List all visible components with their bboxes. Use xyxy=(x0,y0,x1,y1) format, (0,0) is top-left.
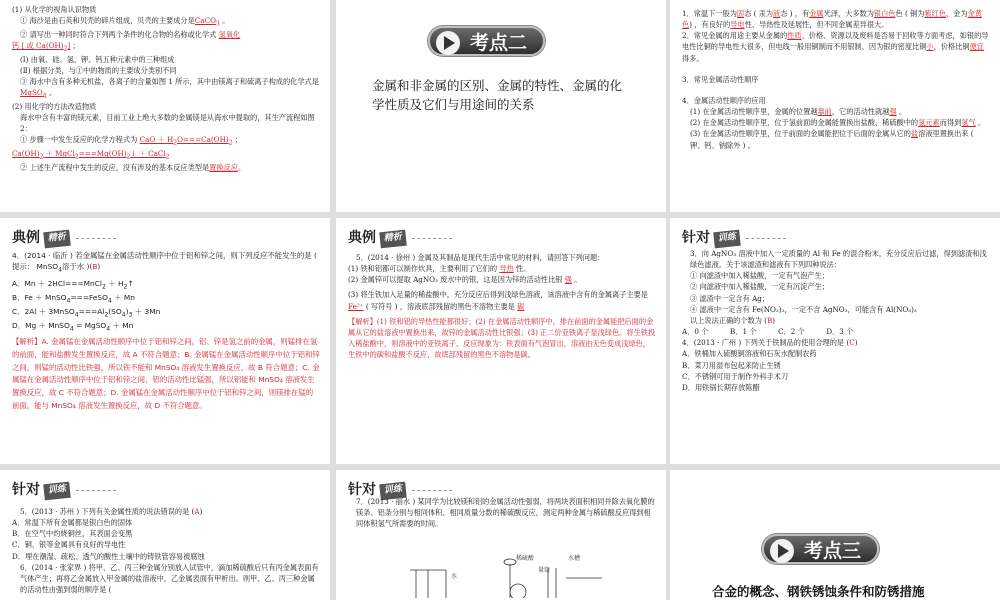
slide-5-content xyxy=(348,252,656,360)
header-divider xyxy=(412,238,452,239)
slide-4-content xyxy=(12,250,320,413)
text-line: (1) 在金属活动性顺序里，金属的位置越靠前，它的活动性就越强 。 xyxy=(690,107,907,117)
option-d: D．用铁锅长期存放陈醋 xyxy=(682,382,760,392)
question-text: 5．(2013 · 苏州 ) 下列有关金属性质的说法错误的是 (A) xyxy=(20,507,203,516)
answer-blank: CaO ＋ $H_2O===Ca(OH)_2$ xyxy=(139,135,233,147)
text-line: (3) 将生铁加入足量的稀盐酸中，充分反应后得到浅绿色溶液，该溶液中含有的金属离子主要是 Fe²⁺ ( 写符号 ) ，溶液底部残留的黑色不溶物主要是 碳 xyxy=(348,290,648,311)
section-header xyxy=(12,228,116,250)
section-header xyxy=(12,480,116,502)
answer-blank: 置换反应 xyxy=(209,162,238,172)
header-label: 典例 xyxy=(12,230,40,246)
text-line: 4．金属活动性顺序的应用 xyxy=(682,95,766,105)
topic-title: 合金的概念、钢铁锈蚀条件和防锈措施 xyxy=(712,584,925,599)
header-divider xyxy=(746,238,786,239)
option-c: C．$2Al + 3MnSO_4===Al_2(SO_4)_3 + 3Mn$ xyxy=(12,306,161,319)
badge-label: 考点二 xyxy=(470,32,528,54)
header-divider xyxy=(76,238,116,239)
header-stamp: 训练 xyxy=(43,482,71,501)
header-label: 针对 xyxy=(348,482,376,498)
cylinder-label: 量筒 xyxy=(538,567,551,574)
question-text: 4．(2014 · 临沂 ) 若金属锰在金属活动性顺序中位于铝和锌之间，则下列反应不能发生的是 ( 提示： MnSO$_4$溶于水 )(B) xyxy=(12,251,317,274)
text-line: ② 上述生产流程中发生的反应，没有涉及的基本反应类型是置换反应。 xyxy=(20,162,246,172)
slide-6-content xyxy=(682,248,990,393)
text-line: 钙 [ 或 $Ca(OH)_2$] ； xyxy=(12,41,80,53)
slide-1-content xyxy=(12,4,320,173)
question-text: 5．(2014 · 徐州 ) 金属及其制品是现代生活中常见的材料，请回答下列问题： xyxy=(356,253,605,262)
text-line: (3) 在金属活动性顺序里，位于前面的金属能把位于后面的金属从它的盐溶液里置换出来 ( 钾、钙、钠除外 ) 。 xyxy=(690,129,974,150)
text-line: (2) 用化学的方法改造物质 xyxy=(12,101,97,111)
option-c: C．不锈钢可用于制作外科手术刀 xyxy=(682,371,789,381)
question-text: 3．向 AgNO₃ 溶液中加入一定质量的 Al 和 Fe 的混合粉末，充分反应后过滤，得到滤渣和浅绿色滤液。关于该滤渣和滤液有下列四种说法： xyxy=(690,249,987,270)
text-line: (2) 在金属活动性顺序里，位于氢前面的金属能置换出盐酸、稀硫酸中的氢元素而得到氢气 。 xyxy=(690,118,986,128)
text-line-part: ① 海沙是由石英和贝壳的碎片组成，贝壳的主要成分是 xyxy=(20,16,195,26)
slide-8-practice[interactable] xyxy=(336,470,666,600)
section-badge xyxy=(428,26,545,56)
text-line: (1) 铁和铝都可以制作炊具，主要利用了它们的 导热 性。 xyxy=(348,264,531,274)
slide-4-example[interactable] xyxy=(0,218,330,464)
slide-3-notes[interactable] xyxy=(670,0,1000,212)
statement: ③ 滤渣中一定含有 Ag； xyxy=(690,293,770,303)
question-text: 6．(2014 · 张家界 ) 将甲、乙、丙三种金属分别放入试管中，滴加稀硫酸后只有丙金属表面有气体产生；再将乙金属放入甲金属的盐溶液中，乙金属表面有甲析出。则甲、乙、丙三种金属的活动性由强到弱的顺序是 ( xyxy=(20,562,319,595)
slide-9-section-title[interactable] xyxy=(670,470,1000,600)
text-line: ① 海沙是由石英和贝壳的碎片组成，贝壳的主要成分是CaCO$_3$ 。 xyxy=(20,16,230,28)
slide-5-example[interactable] xyxy=(336,218,666,464)
option-b: B．菜刀用湿布包起来防止生锈 xyxy=(682,360,781,370)
answer-blank: 氢氧化 xyxy=(218,29,241,39)
statement: ④ 滤液中一定含有 Fe(NO₃)₂，一定不含 AgNO₃，可能含有 Al(NO₃)₃ xyxy=(690,304,917,314)
header-stamp: 训练 xyxy=(713,230,741,249)
explanation-text: 【解析】A. 金属锰在金属活动性顺序中位于铝和锌之间，铝、锌是氢之前的金属，则锰排在氢的前面，能和盐酸发生置换反应，故 A 不符合题意；B. 金属锰在金属活动性顺序中位于铝和锌之间，则锰的活动性比铁强，所以铁不能和 MnSO₄ 溶液发生置换反应，故 B 符合题意；C. 金属锰在金属活动性顺序中位于铝和锌之间，铝的活动性比锰强，所以铝能和 MnSO₄ 溶液发生置换反应，故 C 不符合题意；D. 金属锰在金属活动性顺序中位于铝和锌之间，则镁排在锰的前面，能与 MnSO₄ 溶液发生置换反应，故 D 不符合题意。 xyxy=(12,336,320,411)
text-line: 以上说法正确的个数为 (B) xyxy=(690,315,776,325)
option-a: A．常温下所有金属都是银白色的固体 xyxy=(12,518,133,528)
dilute-acid-label: 稀硫酸 xyxy=(516,555,535,562)
text-line: (1) 从化学的视角认识物质 xyxy=(12,5,97,14)
header-stamp: 精析 xyxy=(379,230,407,249)
text-line: ③ 海水中含有多种无机盐，各离子的含量如图 1 所示，其中由镁离子和硫离子构成的化学式是 MgSO$_4$ 。 xyxy=(20,77,319,100)
header-label: 针对 xyxy=(682,230,710,246)
option-b: B．在空气中灼烧铜丝，其表面会变黑 xyxy=(12,529,133,539)
section-header xyxy=(682,228,786,250)
section-header xyxy=(348,228,452,250)
header-label: 针对 xyxy=(12,482,40,498)
option-a: A．Mn ＋ 2HCl===MnCl$_2$ ＋ $H_2↑$ xyxy=(12,278,134,290)
answer-blank: $Ca(OH)_2$ ＋ $MgCl_2===Mg(OH)_2↓$ ＋ CaCl$_2$ xyxy=(12,149,170,161)
text-line: (Ⅱ) 根据分类，与①中的物质的主要成分类别不同 xyxy=(20,65,177,75)
statement: ② 向滤液中加入稀盐酸，一定有沉淀产生； xyxy=(690,282,829,292)
text-line xyxy=(12,148,320,162)
option-b: B．Fe ＋ MnSO$_4$===FeSO$_4$ ＋ Mn xyxy=(12,292,135,304)
slide-8-content xyxy=(348,496,656,529)
text-line: ② 请写出一种同时符合下列两个条件的化合物的名称或化学式 氢氧化 xyxy=(20,29,241,39)
text-line: 海水中含有丰富的镁元素，目前工业上绝大多数的金属镁是从海水中提取的，其生产流程如图 2： xyxy=(20,113,315,134)
header-label: 典例 xyxy=(348,230,376,246)
text-line: 1．常温下一般为固态 ( 汞为液态 ) ，有金属光泽，大多数为银白色色 ( 铜为紫红色，金为金黄色) ，有良好的导电性、导热性及延展性，但不同金属差异很大。 xyxy=(682,9,982,30)
text-line: 2．常见金属的用途主要从金属的性质、价格、资源以及废料是否易于回收等方面考虑，如银的导电性比铜的导电性大很多，但电线一般用铜制而不用银制，因为银的密度比铜小，价格比铜便宜得多。 xyxy=(682,31,989,63)
option-d: D．埋在潮湿、疏松、透气的酸性土壤中的铸铁管容易被腐蚀 xyxy=(12,551,205,561)
text-line: ① 步骤一中发生反应的化学方程式为 CaO ＋ $H_2O===Ca(OH)_2$ ； xyxy=(20,135,242,147)
slide-6-practice[interactable] xyxy=(670,218,1000,464)
text-line: (2) 金属锌可以提取 AgNO₃ 废水中的银，这是因为锌的活动性比银 强 。 xyxy=(348,275,582,285)
water-label: 水 xyxy=(451,573,458,580)
answer-blank: MgSO$_4$ xyxy=(20,88,47,100)
lab-apparatus-diagram xyxy=(406,548,606,598)
play-icon xyxy=(770,539,794,563)
topic-title: 金属和非金属的区别、金属的特性、金属的化学性质及它们与用途间的关系 xyxy=(372,78,623,113)
option-a: A．铁桶加入硫酸铜溶液和石灰水配制农药 xyxy=(682,349,817,359)
header-divider xyxy=(76,490,116,491)
slide-7-content xyxy=(12,506,320,595)
answer-blank: 钙 [ 或 $Ca(OH)_2$] xyxy=(12,41,71,53)
slide-2-section-title[interactable] xyxy=(336,0,666,212)
header-stamp: 精析 xyxy=(43,230,71,249)
trough-label: 水槽 xyxy=(568,555,581,562)
answer-blank: CaCO$_3$ xyxy=(194,16,220,28)
question-text: 7．(2013 · 丽水 ) 某同学为比较镁和铝的金属活动性强弱，将两块表面积相同并除去氧化膜的镁条、铝条分别与相同体积、相同质量分数的稀硫酸反应，测定两种金属与稀硫酸反应得到相同体积氢气所需要的时间。 xyxy=(356,497,655,529)
option-d: D．Mg ＋ MnSO$_4$ = MgSO$_4$ ＋ Mn xyxy=(12,320,134,333)
text-line: 3．常见金属活动性顺序 xyxy=(682,74,759,84)
slide-1-question-text[interactable] xyxy=(0,0,330,212)
text-line: (Ⅰ) 由氧、硅、氢、钾、钙五种元素中的三种组成 xyxy=(20,54,175,64)
badge-label: 考点三 xyxy=(804,540,862,562)
header-divider xyxy=(412,490,452,491)
explanation-text: 【解析】(1) 铁和铝的导热性能都很好；(2) 在金属活动性顺序中，排在前面的金属能把后面的金属从它的盐溶液中置换出来，故锌的金属活动性比银强；(3) 正二价亚铁离子显浅绿色。将生铁投入稀盐酸中，则溶液中的亚铁离子，反应现象为：铁表面有气泡冒出，溶液由无色变成浅绿色，生铁中的碳和盐酸不反应，故底部残留的黑色不溶物是碳。 xyxy=(348,316,656,360)
option-c: C．铜、银等金属具有良好的导电性 xyxy=(12,540,126,550)
section-badge xyxy=(762,534,879,564)
play-icon xyxy=(436,31,460,55)
statement: ① 向滤渣中加入稀盐酸，一定有气泡产生； xyxy=(690,271,829,281)
slide-7-practice[interactable] xyxy=(0,470,330,600)
header-stamp: 训练 xyxy=(379,482,407,501)
slide-3-content xyxy=(682,8,990,151)
question-text: 4．(2013 · 广州 ) 下列关于铁制品的使用合理的是 (C) xyxy=(682,338,858,348)
options-row: A．0 个 B．1 个 C．2 个 D．3 个 xyxy=(682,327,854,337)
